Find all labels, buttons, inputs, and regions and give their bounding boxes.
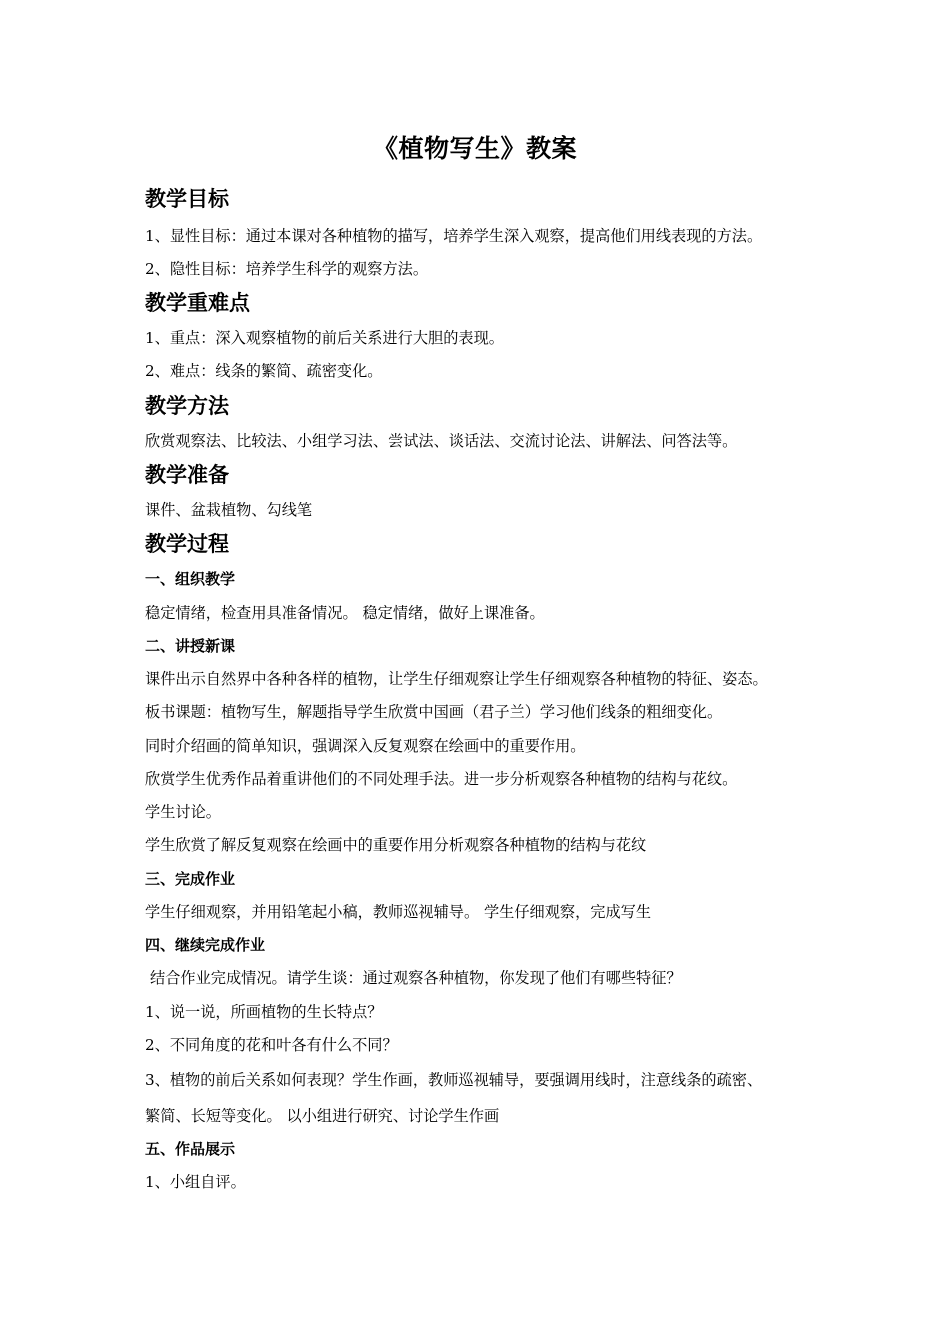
paragraph: 欣赏学生优秀作品着重讲他们的不同处理手法。进一步分析观察各种植物的结构与花纹。 — [145, 770, 738, 788]
paragraph: 板书课题：植物写生，解题指导学生欣赏中国画（君子兰）学习他们线条的粗细变化。 — [145, 703, 723, 721]
section-heading-process: 教学过程 — [145, 532, 229, 556]
paragraph: 同时介绍画的简单知识，强调深入反复观察在绘画中的重要作用。 — [145, 737, 586, 755]
paragraph: 1、小组自评。 — [145, 1173, 246, 1191]
paragraph: 繁简、长短等变化。 以小组进行研究、讨论学生作画 — [145, 1107, 500, 1125]
section-heading-objectives: 教学目标 — [145, 187, 229, 211]
subsection-heading: 二、讲授新课 — [145, 637, 236, 655]
paragraph: 2、不同角度的花和叶各有什么不同？ — [145, 1036, 398, 1054]
paragraph: 1、说一说，所画植物的生长特点？ — [145, 1003, 383, 1021]
paragraph: 课件出示自然界中各种各样的植物，让学生仔细观察让学生仔细观察各种植物的特征、姿态。 — [145, 670, 768, 688]
section-heading-methods: 教学方法 — [145, 394, 229, 418]
paragraph: 1、重点：深入观察植物的前后关系进行大胆的表现。 — [145, 329, 504, 347]
subsection-heading: 五、作品展示 — [145, 1140, 236, 1158]
document-title: 《植物写生》教案 — [372, 134, 577, 163]
paragraph: 学生仔细观察，并用铅笔起小稿，教师巡视辅导。 学生仔细观察，完成写生 — [145, 903, 652, 921]
paragraph: 学生欣赏了解反复观察在绘画中的重要作用分析观察各种植物的结构与花纹 — [145, 836, 647, 854]
paragraph: 欣赏观察法、比较法、小组学习法、尝试法、谈话法、交流讨论法、讲解法、问答法等。 — [145, 432, 738, 450]
paragraph: 1、显性目标：通过本课对各种植物的描写，培养学生深入观察，提高他们用线表现的方法。 — [145, 227, 763, 245]
section-heading-preparation: 教学准备 — [145, 463, 229, 487]
subsection-heading: 三、完成作业 — [145, 870, 236, 888]
section-heading-key-points: 教学重难点 — [145, 291, 250, 315]
paragraph: 课件、盆栽植物、勾线笔 — [145, 501, 313, 519]
paragraph: 3、植物的前后关系如何表现？学生作画，教师巡视辅导，要强调用线时，注意线条的疏密、 — [145, 1071, 763, 1089]
paragraph: 2、难点：线条的繁简、疏密变化。 — [145, 362, 383, 380]
paragraph: 2、隐性目标：培养学生科学的观察方法。 — [145, 260, 429, 278]
paragraph: 学生讨论。 — [145, 803, 221, 821]
subsection-heading: 一、组织教学 — [145, 570, 236, 588]
paragraph: 稳定情绪，检查用具准备情况。 稳定情绪，做好上课准备。 — [145, 604, 545, 622]
subsection-heading: 四、继续完成作业 — [145, 936, 266, 954]
paragraph: 结合作业完成情况。请学生谈：通过观察各种植物，你发现了他们有哪些特征？ — [150, 969, 682, 987]
